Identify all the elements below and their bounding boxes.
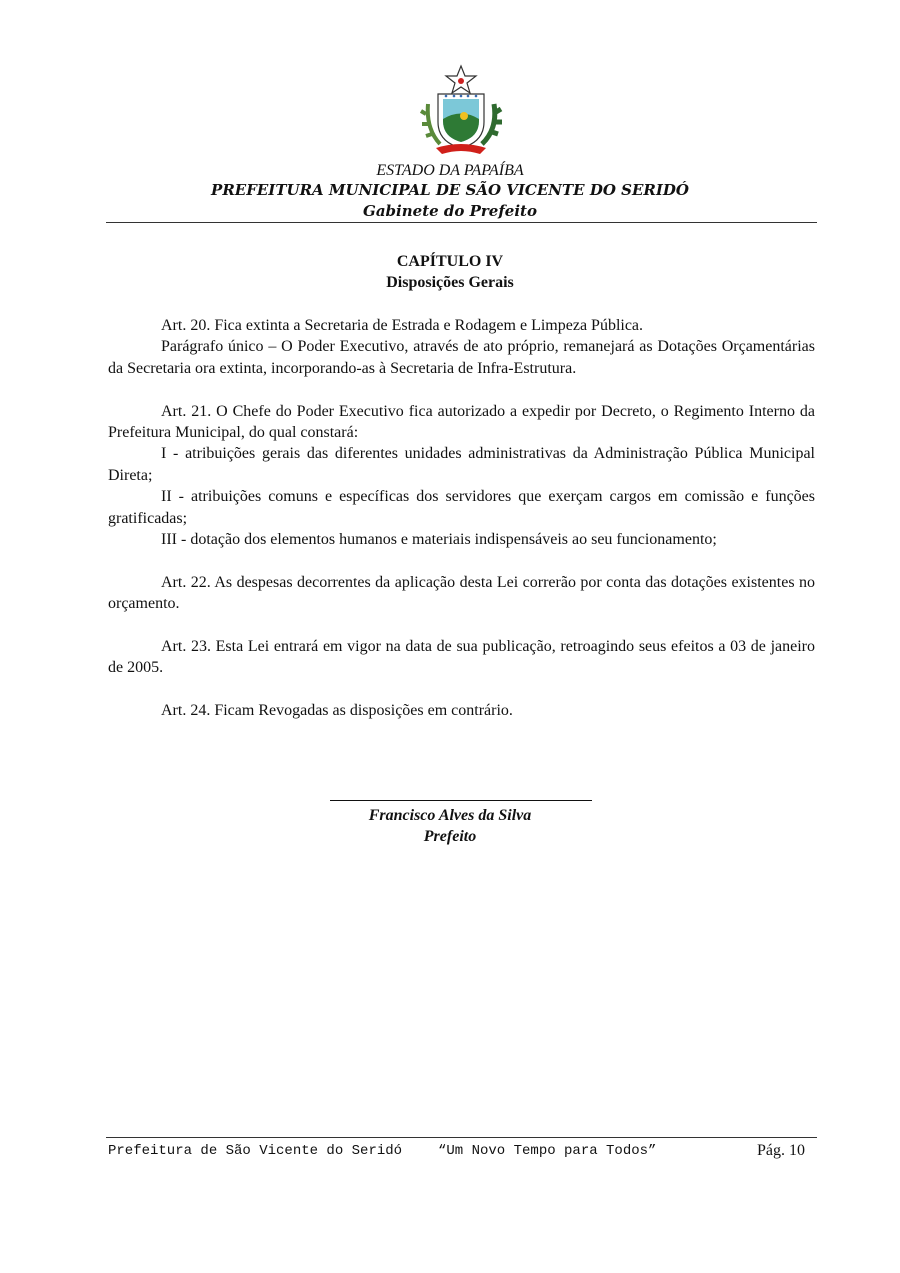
article-23: Art. 23. Esta Lei entrará em vigor na data de sua publicação, retroagindo seus efeitos a 03 de janeiro de 2005. (108, 638, 815, 677)
footer-divider (106, 1137, 817, 1138)
document-body (108, 315, 815, 722)
signatory-role: Prefeito (423, 828, 477, 845)
signature-line (330, 800, 592, 801)
article-20: Art. 20. Fica extinta a Secretaria de Estrada e Rodagem e Limpeza Pública. (161, 317, 644, 334)
signatory-name: Francisco Alves da Silva (368, 807, 532, 824)
article-21-item-ii: II - atribuições comuns e específicas dos servidores que exerçam cargos em comissão e funções gratificadas; (108, 488, 815, 527)
page-footer (108, 1141, 815, 1163)
footer-motto: “Um Novo Tempo para Todos” (438, 1143, 657, 1159)
article-22: Art. 22. As despesas decorrentes da aplicação desta Lei correrão por conta das dotações existentes no orçamento. (108, 573, 815, 613)
article-20-paragraph: Parágrafo único – O Poder Executivo, através de ato próprio, remanejará as Dotações Orçamentárias da Secretaria ora extinta, incorporando-as à Secretaria de Infra-Estrutura. (108, 338, 815, 377)
article-21: Art. 21. O Chefe do Poder Executivo fica autorizado a expedir por Decreto, o Regimento Interno da Prefeitura Municipal, do qual constará: (108, 402, 815, 442)
article-24: Art. 24. Ficam Revogadas as disposições em contrário. (161, 702, 513, 720)
article-21-item-i: I - atribuições gerais das diferentes unidades administrativas da Administração Pública Municipal Direta; (108, 445, 815, 484)
office-heading: Gabinete do Prefeito (363, 202, 537, 220)
coat-of-arms-emblem (418, 64, 504, 158)
article-21-item-iii: III - dotação dos elementos humanos e materiais indispensáveis ao seu funcionamento; (161, 531, 717, 549)
state-heading: ESTADO DA PAPAÍBA (376, 162, 524, 179)
footer-org: Prefeitura de São Vicente do Seridó (108, 1143, 403, 1159)
header-divider (106, 222, 817, 223)
municipality-heading: PREFEITURA MUNICIPAL DE SÃO VICENTE DO SERIDÓ (211, 181, 689, 199)
page-number: Pág. 10 (757, 1142, 805, 1159)
chapter-subtitle: Disposições Gerais (386, 274, 514, 291)
chapter-title: CAPÍTULO IV (396, 253, 504, 270)
